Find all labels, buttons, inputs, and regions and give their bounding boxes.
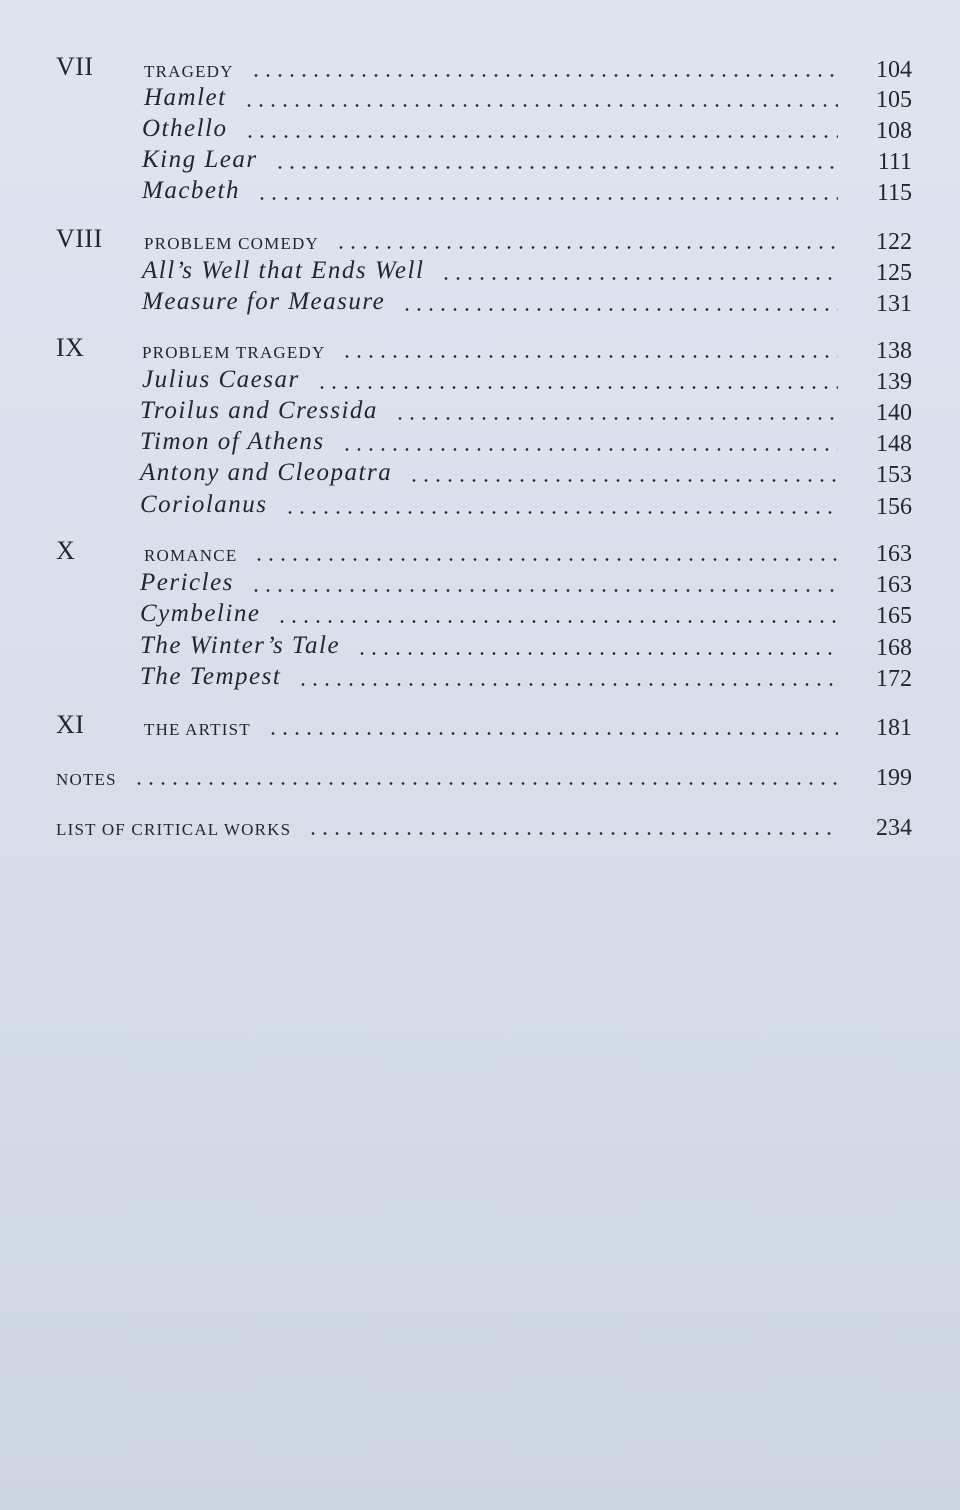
play-title: King Lear bbox=[142, 146, 258, 173]
toc-entry bbox=[0, 810, 960, 844]
section-title: TRAGEDY bbox=[144, 62, 234, 81]
dot-leader bbox=[274, 166, 838, 169]
dot-leader bbox=[243, 104, 838, 107]
toc-leader-line bbox=[144, 84, 852, 112]
play-title: Coriolanus bbox=[140, 491, 268, 518]
toc-leader-line bbox=[144, 720, 852, 740]
page-number: 140 bbox=[876, 400, 912, 426]
toc-entry bbox=[0, 175, 960, 209]
page-number: 108 bbox=[876, 118, 912, 144]
toc-leader-line bbox=[140, 491, 852, 519]
toc-entry bbox=[0, 333, 960, 367]
dot-leader bbox=[341, 355, 838, 358]
toc-leader-line bbox=[56, 820, 852, 840]
play-title: Othello bbox=[142, 115, 228, 142]
page-number: 234 bbox=[876, 815, 912, 841]
toc-entry bbox=[0, 489, 960, 523]
dot-leader bbox=[401, 308, 838, 311]
chapter-number: XI bbox=[56, 710, 85, 739]
toc-entry bbox=[0, 113, 960, 147]
toc-leader-line bbox=[142, 343, 852, 363]
dot-leader bbox=[408, 479, 838, 482]
toc-leader-line bbox=[140, 569, 852, 597]
toc-entry bbox=[0, 144, 960, 178]
play-title: The Winter’s Tale bbox=[140, 632, 341, 659]
toc-leader-line bbox=[140, 397, 852, 425]
play-title: Timon of Athens bbox=[140, 428, 325, 455]
play-title: Hamlet bbox=[144, 84, 227, 111]
toc-entry bbox=[0, 710, 960, 744]
toc-leader-line bbox=[140, 600, 852, 628]
toc-entry bbox=[0, 395, 960, 429]
toc-leader-line bbox=[144, 62, 852, 82]
page-number: 148 bbox=[876, 431, 912, 457]
chapter-number: VIII bbox=[56, 224, 103, 253]
page-number: 131 bbox=[876, 291, 912, 317]
play-title: Pericles bbox=[140, 569, 234, 596]
chapter-number: IX bbox=[56, 333, 85, 362]
dot-leader bbox=[267, 732, 838, 735]
toc-leader-line bbox=[140, 632, 852, 660]
section-title: PROBLEM TRAGEDY bbox=[142, 343, 326, 362]
dot-leader bbox=[276, 620, 838, 623]
toc-leader-line bbox=[140, 459, 852, 487]
play-title: The Tempest bbox=[140, 663, 282, 690]
section-title: THE ARTIST bbox=[144, 720, 251, 739]
toc-entry bbox=[0, 760, 960, 794]
page-number: 165 bbox=[876, 603, 912, 629]
toc-entry bbox=[0, 630, 960, 664]
toc-entry bbox=[0, 457, 960, 491]
dot-leader bbox=[316, 386, 838, 389]
page-number: 122 bbox=[876, 229, 912, 255]
section-title: LIST OF CRITICAL WORKS bbox=[56, 820, 292, 839]
dot-leader bbox=[356, 652, 838, 655]
dot-leader bbox=[440, 277, 838, 280]
toc-entry bbox=[0, 567, 960, 601]
toc-leader-line bbox=[56, 770, 852, 790]
dot-leader bbox=[284, 511, 838, 514]
page-number: 111 bbox=[877, 149, 912, 175]
chapter-number: X bbox=[56, 536, 76, 565]
dot-leader bbox=[341, 448, 838, 451]
toc-leader-line bbox=[142, 288, 852, 316]
page-number: 139 bbox=[876, 369, 912, 395]
toc-leader-line bbox=[142, 366, 852, 394]
page-number: 156 bbox=[876, 494, 912, 520]
dot-leader bbox=[335, 246, 838, 249]
toc-entry bbox=[0, 286, 960, 320]
play-title: Antony and Cleopatra bbox=[140, 459, 393, 486]
dot-leader bbox=[253, 558, 838, 561]
dot-leader bbox=[244, 135, 839, 138]
toc-entry bbox=[0, 364, 960, 398]
dot-leader bbox=[250, 589, 838, 592]
page-number: 163 bbox=[876, 541, 912, 567]
page-number: 199 bbox=[876, 765, 912, 791]
toc-entry bbox=[0, 52, 960, 86]
page-number: 104 bbox=[876, 57, 912, 83]
toc-leader-line bbox=[144, 546, 852, 566]
page-number: 172 bbox=[876, 666, 912, 692]
page-number: 115 bbox=[876, 180, 912, 206]
page-number: 105 bbox=[876, 87, 912, 113]
toc-entry bbox=[0, 661, 960, 695]
toc-leader-line bbox=[142, 177, 852, 205]
play-title: Troilus and Cressida bbox=[140, 397, 378, 424]
toc-entry bbox=[0, 82, 960, 116]
toc-leader-line bbox=[142, 115, 852, 143]
toc-entry bbox=[0, 598, 960, 632]
toc-entry bbox=[0, 426, 960, 460]
page-number: 181 bbox=[876, 715, 912, 741]
play-title: Measure for Measure bbox=[142, 288, 386, 315]
toc-leader-line bbox=[144, 234, 852, 254]
dot-leader bbox=[250, 74, 838, 77]
section-title: ROMANCE bbox=[144, 546, 238, 565]
toc-entry bbox=[0, 536, 960, 570]
dot-leader bbox=[256, 197, 838, 200]
page-number: 138 bbox=[876, 338, 912, 364]
dot-leader bbox=[307, 832, 838, 835]
toc-entry bbox=[0, 255, 960, 289]
toc-leader-line bbox=[140, 428, 852, 456]
play-title: Cymbeline bbox=[140, 600, 261, 627]
play-title: Julius Caesar bbox=[142, 366, 300, 393]
toc-leader-line bbox=[140, 663, 852, 691]
toc-leader-line bbox=[142, 257, 852, 285]
page-number: 168 bbox=[876, 635, 912, 661]
play-title: Macbeth bbox=[142, 177, 240, 204]
page-number: 163 bbox=[876, 572, 912, 598]
chapter-number: VII bbox=[56, 52, 94, 81]
dot-leader bbox=[297, 683, 838, 686]
dot-leader bbox=[133, 782, 838, 785]
toc-entry bbox=[0, 224, 960, 258]
play-title: All’s Well that Ends Well bbox=[142, 257, 425, 284]
dot-leader bbox=[394, 417, 838, 420]
toc-leader-line bbox=[142, 146, 852, 174]
section-title: PROBLEM COMEDY bbox=[144, 234, 320, 253]
page-number: 125 bbox=[876, 260, 912, 286]
section-title: NOTES bbox=[56, 770, 117, 789]
page-number: 153 bbox=[876, 462, 912, 488]
